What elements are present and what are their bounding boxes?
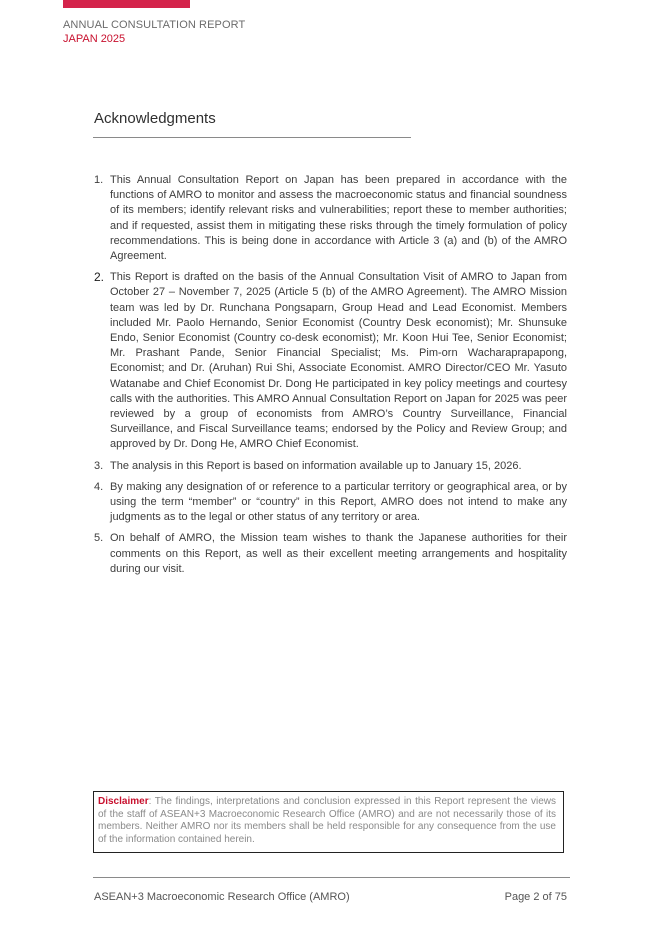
list-item-text: This Report is drafted on the basis of the Annual Consultation Visit of AMRO to Japan from October 27 – November 7, 2025 (Article 5 (b) of the AMRO Agreement). The AMRO Mission team was led by Dr. Runchana Pongsaparn, Group Head and Lead Economist. Members included Mr. Paolo Hernando, Senior Economist (Country Desk economist); Mr. Shunsuke Endo, Senior Economist (Country co-desk economist); Mr. Koon Hui Tee, Senior Economist; Mr. Prashant Pande, Senior Financial Specialist; Ms. Pim-orn Wacharaprapapong, Economist; and Dr. (Aruhan) Rui Shi, Associate Economist. AMRO Director/CEO Mr. Yasuto Watanabe and Chief Economist Dr. Dong He participated in key policy meetings and courtesy calls with the authorities. This AMRO Annual Consultation Report on Japan for 2025 was peer reviewed by a group of economists from AMRO’s Country Surveillance, Financial Surveillance, and Fiscal Surveillance teams; endorsed by the Policy and Review Group; and approved by Dr. Dong He, AMRO Chief Economist. (110, 271, 567, 451)
page-number: Page 2 of 75 (504, 891, 567, 903)
list-item-number: 1. (94, 174, 104, 186)
list-item-number: 5. (94, 532, 104, 545)
list-item-text: This Annual Consultation Report on Japan has been prepared in accordance with the functions of AMRO to monitor and assess the macroeconomic status and financial soundness of its members; identify relevant risks and vulnerabilities; report these to member authorities; and if requested, assist them in mitigating these risks through the timely formulation of policy recommendations. This is being done in accordance with Article 3 (a) and (b) of the AMRO Agreement. (110, 174, 567, 263)
list-item (94, 270, 567, 452)
disclaimer-box (93, 791, 564, 853)
list-item (94, 531, 567, 577)
title-divider (93, 137, 411, 138)
list-item-number: 4. (94, 480, 104, 493)
header-accent-bar (63, 0, 190, 8)
list-item-number: 3. (94, 459, 104, 472)
report-type-label: ANNUAL CONSULTATION REPORT (63, 19, 246, 31)
footer-divider (93, 877, 570, 878)
disclaimer-label: Disclaimer (98, 796, 149, 807)
list-item (94, 459, 567, 474)
acknowledgments-list (94, 173, 567, 583)
page-title: Acknowledgments (94, 110, 216, 127)
list-item-text: By making any designation of or reference to a particular territory or geographical area, or by using the term “member” or “country” in this Report, AMRO does not intend to make any judgments as to the legal or other status of any territory or area. (110, 480, 567, 524)
list-item (94, 173, 567, 264)
list-item-number: 2. (94, 270, 105, 285)
report-country-year: JAPAN 2025 (63, 33, 126, 45)
footer-organization: ASEAN+3 Macroeconomic Research Office (AMRO) (94, 891, 350, 903)
list-item-text: The analysis in this Report is based on information available up to January 15, 2026. (110, 459, 522, 472)
list-item (94, 480, 567, 526)
list-item-text: On behalf of AMRO, the Mission team wishes to thank the Japanese authorities for their comments on this Report, as well as their excellent meeting arrangements and hospitality during our visit. (110, 532, 567, 575)
disclaimer-text: : The findings, interpretations and conclusion expressed in this Report represent the views of the staff of ASEAN+3 Macroeconomic Research Office (AMRO) and are not necessarily those of its members. Neither AMRO nor its members shall be held responsible for any consequence from the use of the information contained herein. (98, 796, 556, 846)
